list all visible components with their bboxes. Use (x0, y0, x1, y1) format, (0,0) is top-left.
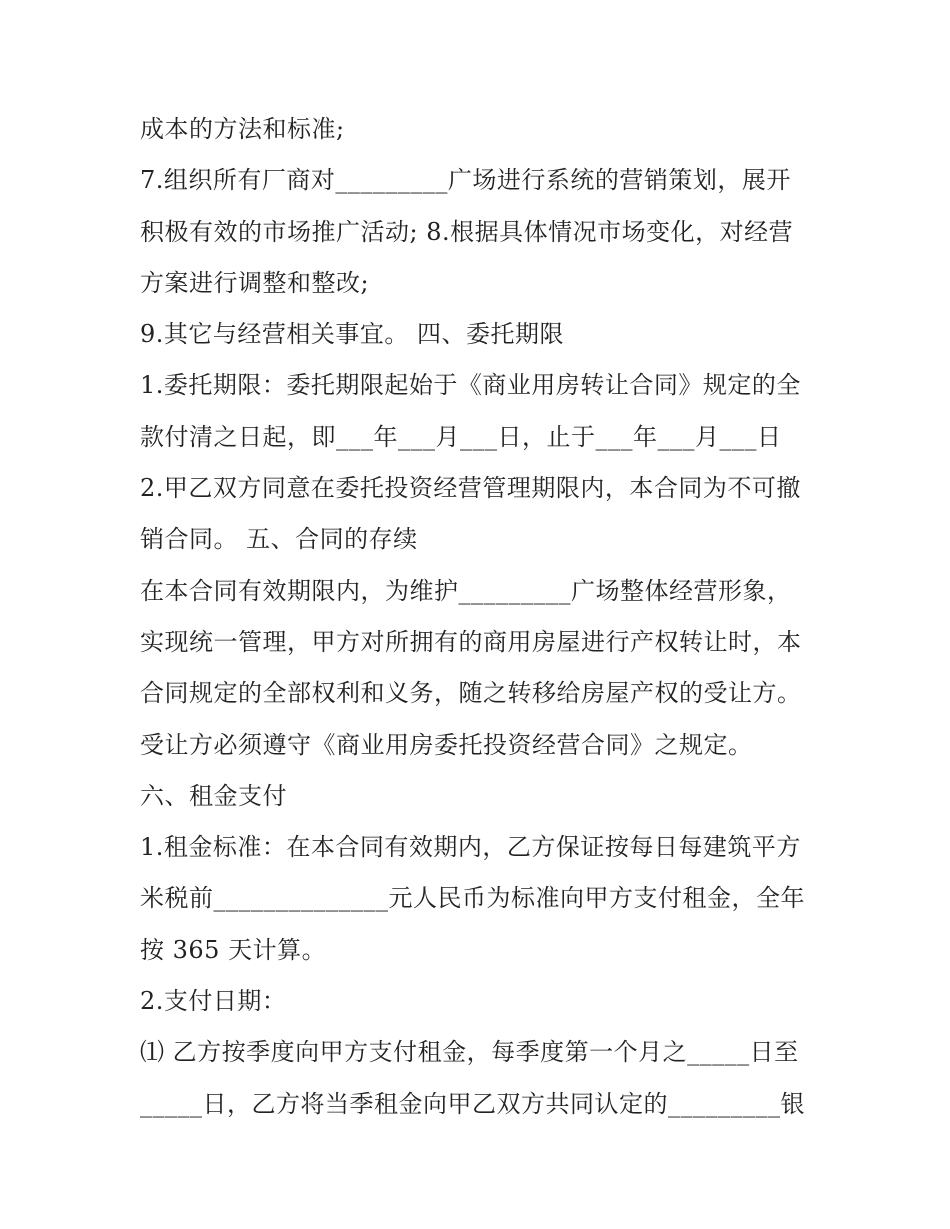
section-heading-line: 9.其它与经营相关事宜。 四、委托期限 (140, 320, 565, 349)
text-line: 在本合同有效期限内，为维护_________广场整体经营形象， (140, 576, 792, 605)
text-line: 米税前______________元人民币为标准向甲方支付租金，全年 (140, 884, 805, 913)
text-line: 实现统一管理，甲方对所拥有的商用房屋进行产权转让时，本 (140, 627, 802, 656)
text-line: 7.组织所有厂商对_________广场进行系统的营销策划，展开 (140, 166, 791, 195)
text-line: 款付清之日起，即___年___月___日，止于___年___月___日 (140, 422, 782, 451)
text-line: 受让方必须遵守《商业用房委托投资经营合同》之规定。 (140, 730, 753, 759)
text-line: 合同规定的全部权利和义务，随之转移给房屋产权的受让方。 (140, 679, 802, 708)
text-line: 方案进行调整和整改; (140, 268, 370, 297)
text-line: 1.租金标准：在本合同有效期内，乙方保证按每日每建筑平方 (140, 833, 801, 862)
text-line: 成本的方法和标准; (140, 115, 345, 143)
contract-text (140, 104, 820, 1130)
text-line: 按 365 天计算。 (140, 935, 327, 964)
text-line: _____日，乙方将当季租金向甲乙双方共同认定的_________银 (140, 1089, 805, 1118)
section-heading: 六、租金支付 (140, 781, 287, 810)
text-line: 积极有效的市场推广活动; 8.根据具体情况市场变化，对经营 (140, 217, 794, 246)
text-line: 2.甲乙双方同意在委托投资经营管理期限内，本合同为不可撤 (140, 474, 801, 503)
section-heading-line: 销合同。 五、合同的存续 (140, 525, 418, 554)
text-line: ⑴ 乙方按季度向甲方支付租金，每季度第一个月之_____日至 (140, 1038, 799, 1067)
text-line: 2.支付日期： (140, 987, 287, 1016)
text-line: 1.委托期限：委托期限起始于《商业用房转让合同》规定的全 (140, 371, 801, 400)
